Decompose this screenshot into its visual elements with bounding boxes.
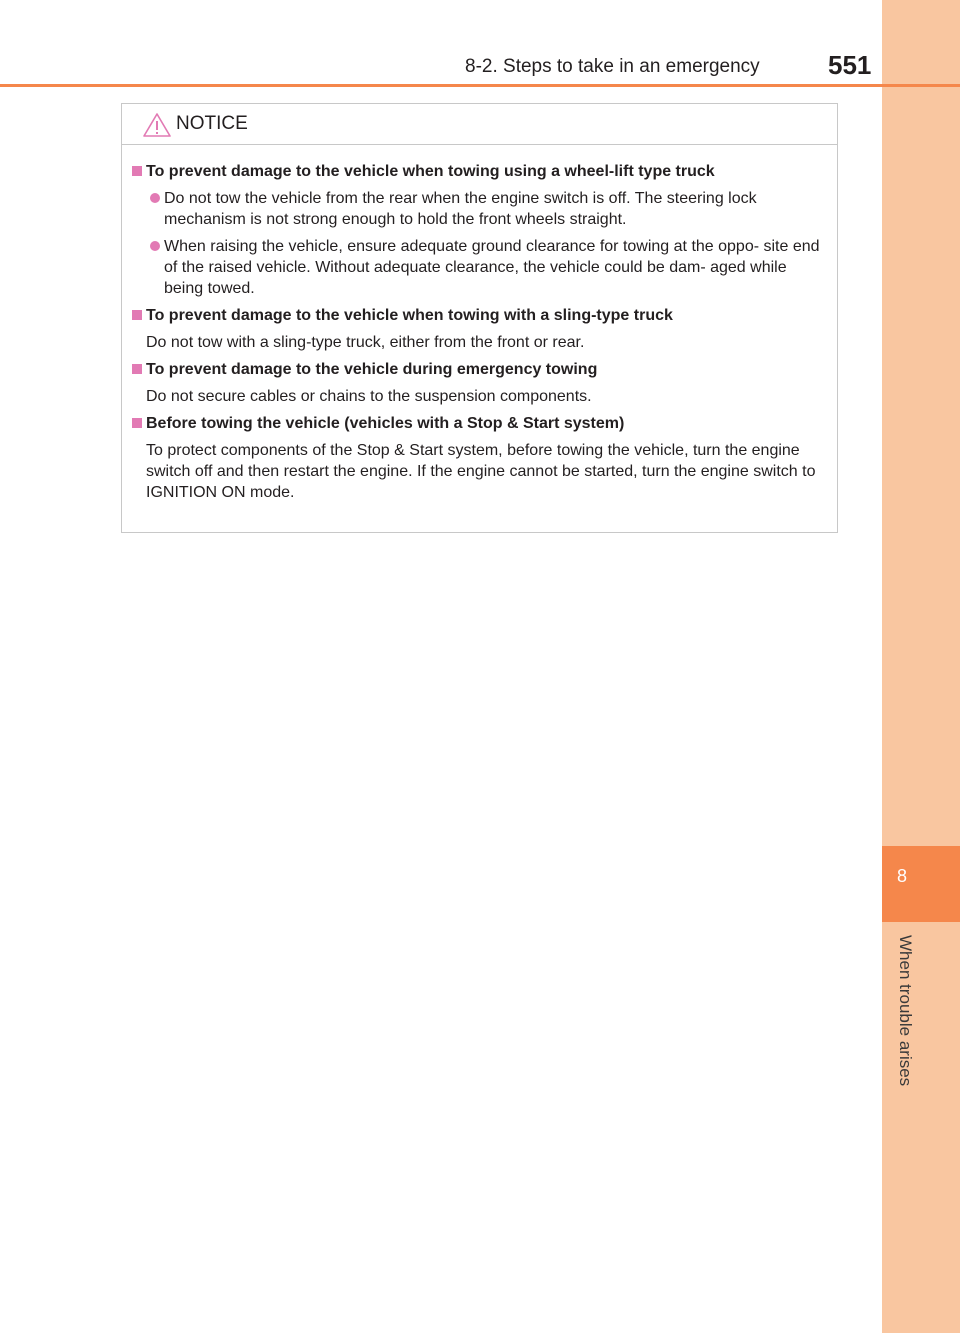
square-bullet-icon: [132, 364, 142, 374]
section-heading: [132, 359, 827, 380]
section-text: Do not secure cables or chains to the suspension components.: [146, 388, 592, 405]
square-bullet-icon: [132, 418, 142, 428]
warning-triangle-icon: [142, 112, 172, 138]
section-heading-text: To prevent damage to the vehicle during emergency towing: [146, 361, 598, 378]
section-title: 8-2. Steps to take in an emergency: [465, 56, 760, 77]
notice-header: [122, 104, 837, 145]
chapter-side-tab: [882, 0, 960, 1333]
square-bullet-icon: [132, 310, 142, 320]
section-heading-text: To prevent damage to the vehicle when towing with a sling-type truck: [146, 307, 673, 324]
list-item-text: Do not tow the vehicle from the rear when the engine switch is off. The steering lock mechanism is not strong enough to hold the front wheels straight.: [164, 190, 757, 228]
header-rule: [0, 84, 960, 87]
section-heading: [132, 161, 827, 182]
section-text: Do not tow with a sling-type truck, either from the front or rear.: [146, 334, 585, 351]
round-bullet-icon: [150, 241, 160, 251]
chapter-label: When trouble arises: [896, 935, 915, 1087]
list-item: [132, 188, 827, 230]
list-item-text: When raising the vehicle, ensure adequate ground clearance for towing at the oppo- site end of the raised vehicle. Without adequate clearance, the vehicle could be dam- aged while being towed.: [164, 238, 820, 297]
page-number: 551: [828, 50, 872, 80]
notice-box: [121, 103, 838, 533]
section-text: To protect components of the Stop & Start system, before towing the vehicle, turn the engine switch off and then restart the engine. If the engine cannot be started, turn the engine switch to IGNITION ON mode.: [146, 442, 816, 501]
section-heading: [132, 305, 827, 326]
section-heading-text: To prevent damage to the vehicle when towing using a wheel-lift type truck: [146, 163, 715, 180]
notice-title: NOTICE: [176, 113, 248, 134]
section-heading: [132, 413, 827, 434]
round-bullet-icon: [150, 193, 160, 203]
notice-body: [122, 145, 837, 503]
section-heading-text: Before towing the vehicle (vehicles with a Stop & Start system): [146, 415, 625, 432]
chapter-number: 8: [896, 866, 907, 886]
square-bullet-icon: [132, 166, 142, 176]
list-item: [132, 236, 827, 299]
